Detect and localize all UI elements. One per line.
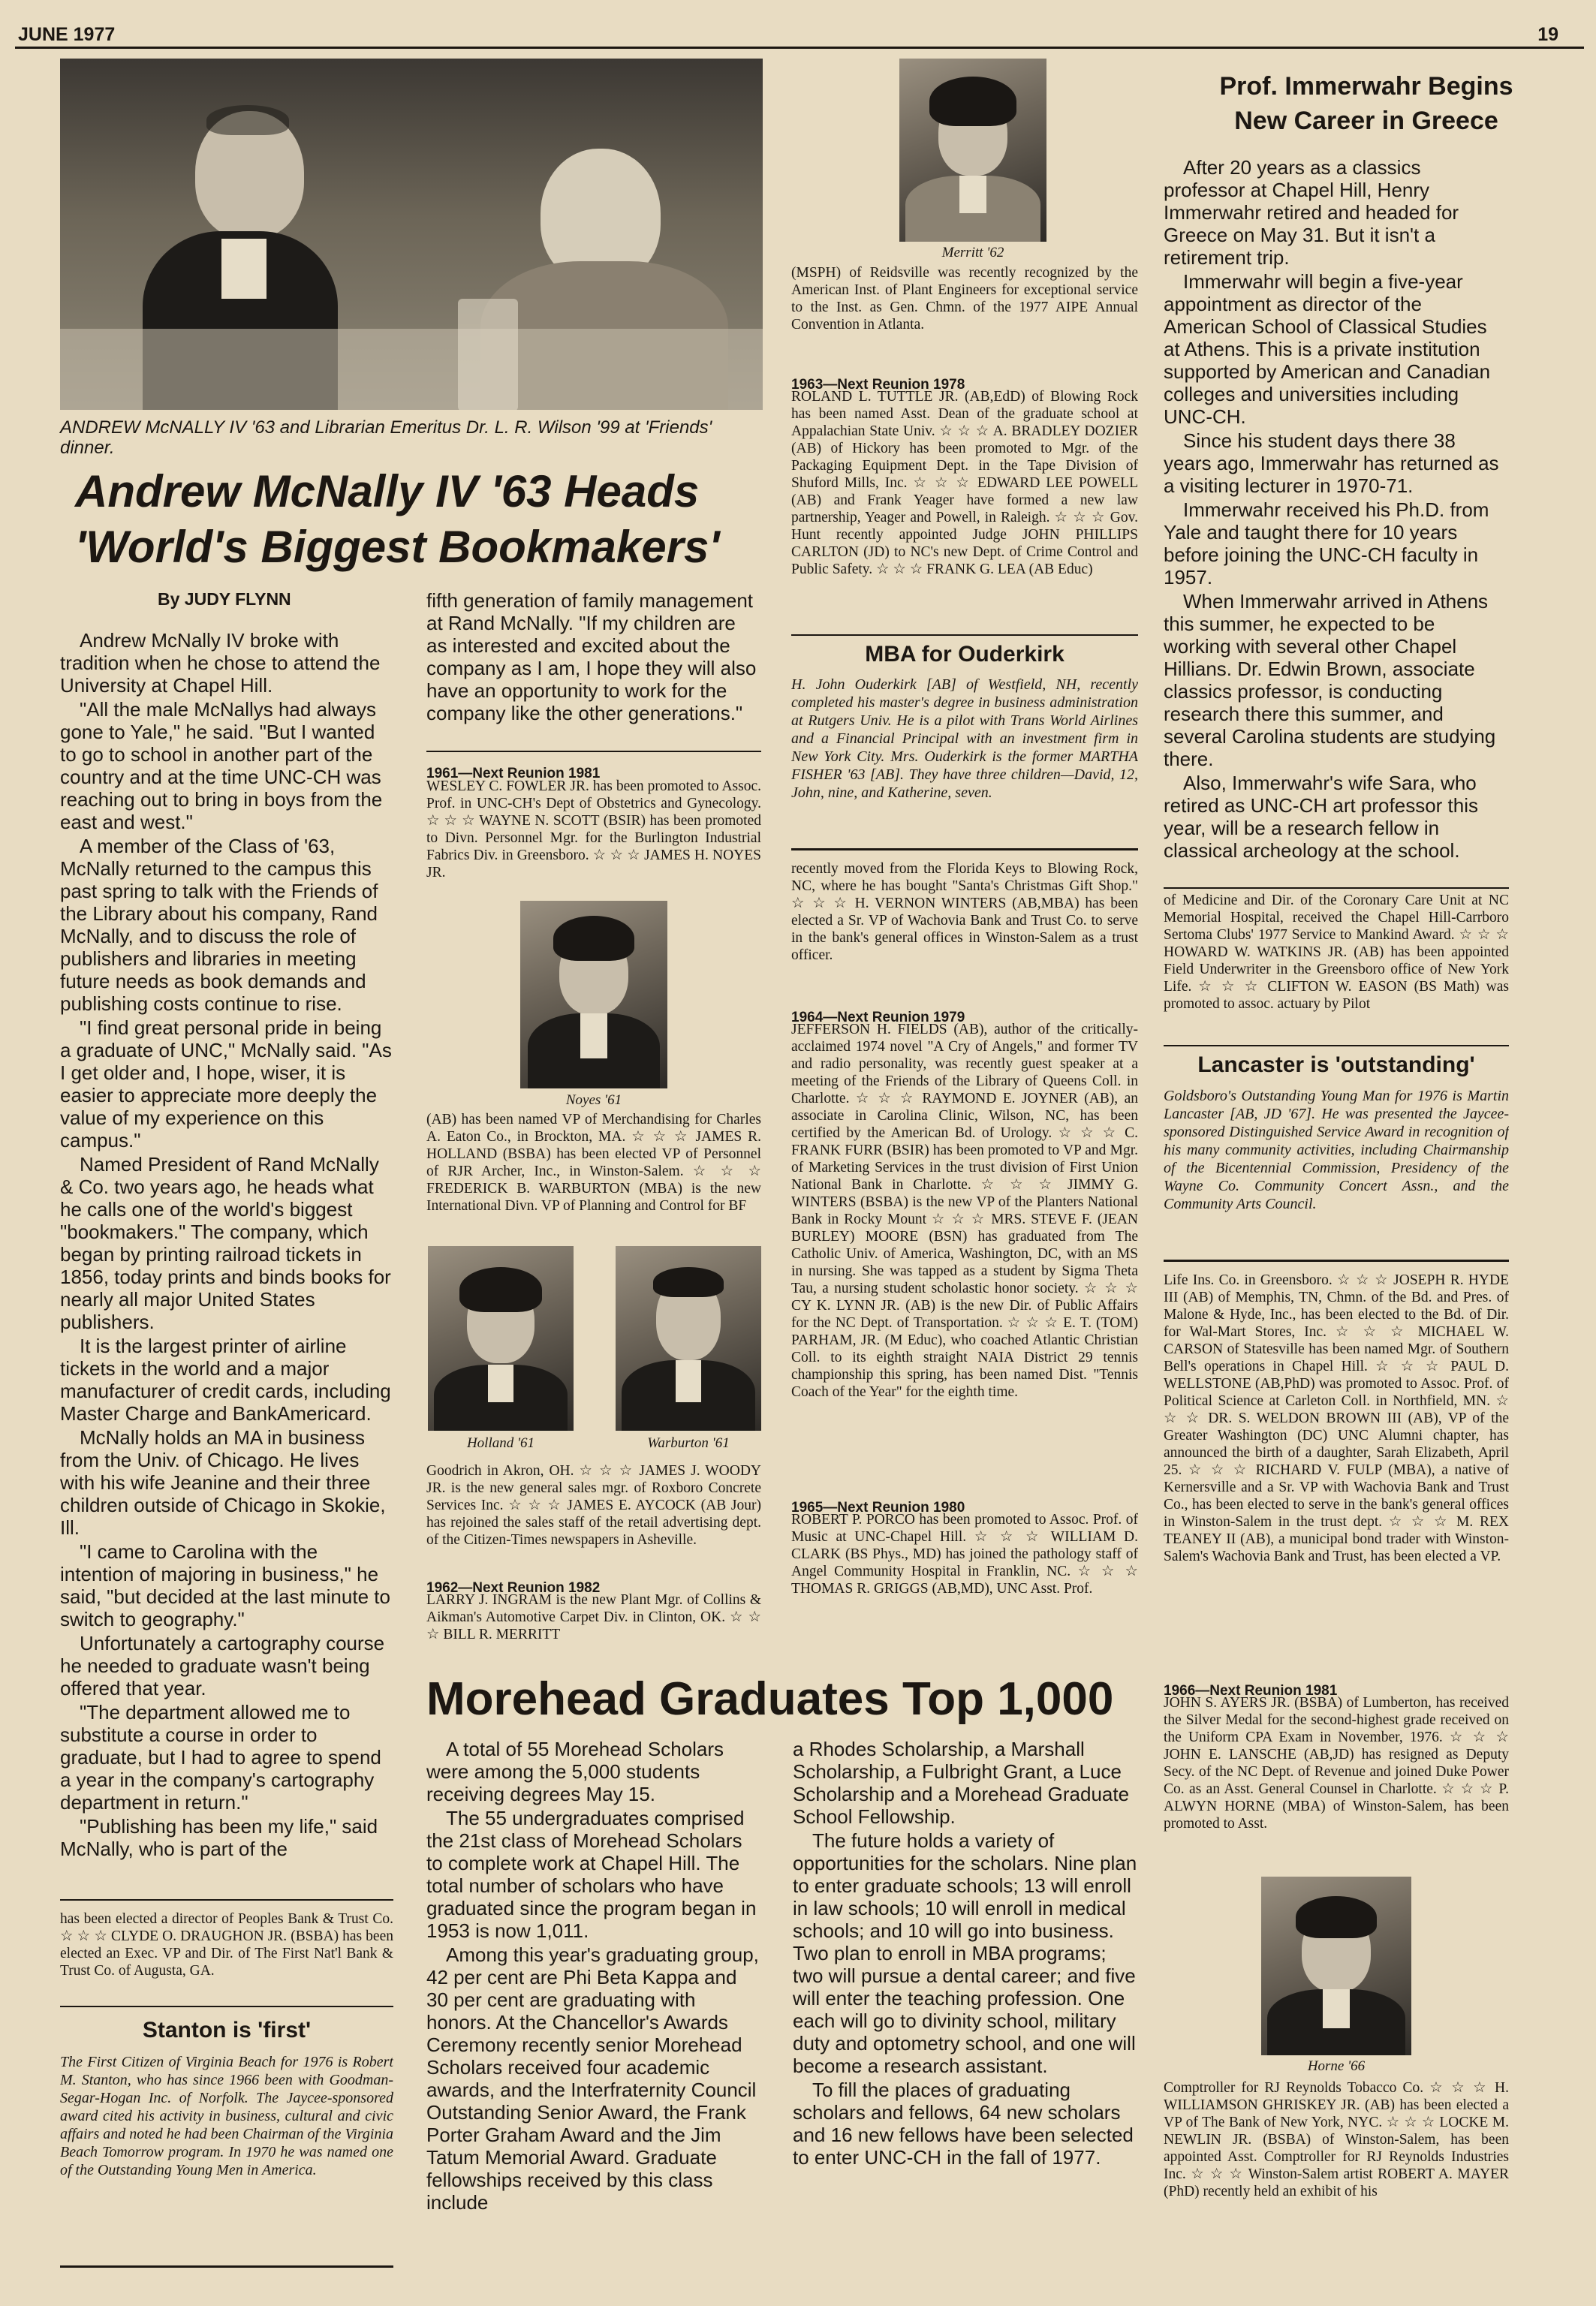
paragraph: To fill the places of graduating scholars and fellows, 64 new scholars and 16 new fellows have been selected to enter UNC-CH in the fall of 1977.: [793, 2079, 1134, 2169]
reunion-1964: 1964—Next Reunion 1979: [791, 1010, 965, 1025]
lancaster-rule-top: [1164, 1045, 1509, 1046]
paragraph: A total of 55 Morehead Scholars were among the 5,000 students receiving degrees May 15.: [426, 1738, 724, 1805]
horne-caption: Horne '66: [1307, 2058, 1366, 2074]
stanton-text: The First Citizen of Virginia Beach for 1976 is Robert M. Stanton, who has since 1966 been with Goodman-Segar-Hogan Inc. of Norfolk. The Jaycee-sponsored award cited his activity in business, cultural and civic affairs and noted he had been Chairman of the Virginia Beach Tomorrow program. In 1970 he was named one of the Outstanding Young Men in America.: [60, 2054, 393, 2178]
immerwahr-body: [1164, 156, 1505, 886]
paragraph: "The department allowed me to substitute a course in order to graduate, but I had to agree to spend a year in the company's cartography department in return.": [60, 1701, 381, 1814]
morehead-col-b: [793, 1738, 1140, 2286]
horne-photo: [1261, 1877, 1411, 2055]
byline: By JUDY FLYNN: [158, 589, 291, 609]
holland-caption: Holland '61: [466, 1435, 535, 1451]
stanton-rule-top: [60, 2006, 393, 2007]
col2-text-c: Goodrich in Akron, OH. ☆ ☆ ☆ JAMES J. WOODY JR. is the new general sales mgr. of Roxboro Concrete Services Inc. ☆ ☆ ☆ JAMES E. AYCOCK (AB Jour) has rejoined the sales staff of the retail advertising dept. of the Citizen-Times newspapers in Asheville.: [426, 1463, 761, 1548]
main-article-col1: [60, 629, 393, 1890]
paragraph: A member of the Class of '63, McNally returned to the campus this past spring to talk with the Friends of the Library about his company, Rand McNally, and to discuss the role of publishers and libraries in meeting future needs as book demands and publishing costs continue to rise.: [60, 835, 378, 1015]
paragraph: It is the largest printer of airline tickets in the world and a major manufacturer of credit cards, including Master Charge and BankAmericard.: [60, 1335, 391, 1425]
merritt-caption: Merritt '62: [941, 245, 1004, 260]
paragraph: Immerwahr will begin a five-year appointment as director of the American School of Classical Studies at Athens. This is a private institution supported by American and Canadian colleges and universities including UNC-CH.: [1164, 270, 1491, 428]
noyes-caption: Noyes '61: [565, 1092, 622, 1108]
col4-text-c: JOHN S. AYERS JR. (BSBA) of Lumberton, has received the Silver Medal for the second-highest grade received on the Uniform CPA Exam in November, 1976. ☆ ☆ ☆ JOHN E. LANSCHE (AB,JD) has resigned as Deputy Secy. of the NC Dept. of Revenue and joined Duke Power Co. as an Asst. General Counsel in Charlotte. ☆ ☆ ☆ P. ALWYN HORNE (MBA) of Winston-Salem, has been promoted to Asst.: [1164, 1695, 1509, 1832]
paragraph: "I find great personal pride in being a graduate of UNC," McNally said. "As I get older and, I hope, wiser, it is easier to appreciate more deeply the value of my experience on this campus.": [60, 1016, 392, 1151]
mba-title: MBA for Ouderkirk: [865, 642, 1065, 667]
col2-text-b: (AB) has been named VP of Merchandising for Charles A. Eaton Co., in Brockton, MA. ☆ ☆ ☆ JAMES R. HOLLAND (BSBA) has been elected VP of Personnel of RJR Archer, Inc., in Winston-Salem. ☆ ☆ ☆ FREDERICK B. WARBURTON (MBA) is the new International Divn. VP of Planning and Control for BF: [426, 1112, 761, 1214]
immerwahr-title-2: New Career in Greece: [1234, 107, 1498, 135]
col4-text-a: of Medicine and Dir. of the Coronary Care Unit at NC Memorial Hospital, received the Chapel Hill-Carrboro Sertoma Clubs' 1977 Service to Mankind Award. ☆ ☆ ☆ HOWARD W. WATKINS JR. (AB) has been appointed Field Underwriter in the Greensboro office of New York Life. ☆ ☆ ☆ CLIFTON W. EASON (BS Math) was promoted to assoc. actuary by Pilot: [1164, 893, 1509, 1012]
reunion-1965: 1965—Next Reunion 1980: [791, 1500, 965, 1516]
col4-text-b: Life Ins. Co. in Greensboro. ☆ ☆ ☆ JOSEPH R. HYDE III (AB) of Memphis, TN, Chmn. of the Bd. and Pres. of Malone & Hyde, Inc., has been elected to the Bd. of Dir. for Wal-Mart Stores, Inc. ☆ ☆ ☆ MICHAEL W. CARSON of Statesville has been named Mgr. of Southern Bell's operations in Chapel Hill. ☆ ☆ ☆ PAUL D. WELLSTONE (AB,PhD) was promoted to Assoc. Prof. of Political Science at Carleton Coll. in Northfield, MN. ☆ ☆ ☆ DR. S. WELDON BROWN III (AB), VP of the Greater Washington (DC) UNC Alumni chapter, has announced the birth of a daughter, Sarah Elizabeth, April 25. ☆ ☆ ☆ RICHARD V. FULP (MBA), a native of Kernersville and a Sr. VP with Wachovia Bank and Trust Co., has been elected to serve in the bank's general offices in Winston-Salem in the trust dept. ☆ ☆ ☆ M. REX TEANEY II (AB), a municipal bond trader with Winston-Salem's Wachovia Bank and Trust, has been elected a VP.: [1164, 1272, 1509, 1564]
morehead-col-a: [426, 1738, 761, 2286]
lancaster-text: Goldsboro's Outstanding Young Man for 1976 is Martin Lancaster [AB, JD '67]. He was presented the Jaycee-sponsored Distinguished Service Award in recognition of his many community activities, including Chairmanship of the Bicentennial Commission, Presidency of the Wayne Co. Community Concert Assn., and the Community Arts Council.: [1164, 1088, 1509, 1212]
col2-text-a: WESLEY C. FOWLER JR. has been promoted to Assoc. Prof. in UNC-CH's Dept of Obstetrics and Gynecology. ☆ ☆ ☆ WAYNE N. SCOTT (BSIR) has been promoted to Divn. Personnel Mgr. for the Burlington Industrial Fabrics Div. in Greensboro. ☆ ☆ ☆ JAMES H. NOYES JR.: [426, 778, 761, 881]
immerwahr-rule: [1164, 887, 1509, 889]
col3-text-b: ROLAND L. TUTTLE JR. (AB,EdD) of Blowing Rock has been named Asst. Dean of the graduate school at Appalachian State Univ. ☆ ☆ ☆ A. BRADLEY DOZIER (AB) of Hickory has been promoted to Mgr. of the Packaging Equipment Dept. in the Tape Division of Shuford Mills, Inc. ☆ ☆ ☆ EDWARD LEE POWELL (AB) and Frank Yeager have formed a new law partnership, Yeager and Powell, in Raleigh. ☆ ☆ ☆ Gov. Hunt recently appointed Judge JOHN PHILLIPS CARLTON (JD) to NC's new Dept. of Crime Control and Public Safety. ☆ ☆ ☆ FRANK G. LEA (AB Educ): [791, 389, 1138, 577]
col3-text-d: JEFFERSON H. FIELDS (AB), author of the critically-acclaimed 1974 novel "A Cry of Angels," and former TV and radio personality, was recently guest speaker at a meeting of the Friends of the Library of Queens Coll. in Charlotte. ☆ ☆ ☆ RAYMOND E. JOYNER (AB), an associate in Carolina Clinic, Wilson, NC, has been certified by the American Bd. of Urology. ☆ ☆ ☆ C. FRANK FURR (BSIR) has been promoted to VP and Mgr. of Marketing Services in the trust division of First Union National Bank in Charlotte. ☆ ☆ ☆ JIMMY G. WINTERS (BSBA) is the new VP of the Planters National Bank in Rocky Mount ☆ ☆ ☆ MRS. STEVE F. (JEAN BURLEY) MOORE (BSN) has graduated from The Catholic Univ. of America, Washington, DC, with an MS in nursing. She was tapped as a student by Sigma Theta Tau, a nursing student scholastic honor society. ☆ ☆ ☆ CY K. LYNN JR. (AB) is the new Dir. of Public Affairs for the NC Dept. of Transportation. ☆ ☆ ☆ E. T. (TOM) PARHAM, JR. (M Educ), who coached Atlantic Christian Coll. to its eighth straight NAIA District 29 tennis championship this spring, has been named Dist. "Tennis Coach of the Year" for the eighth time.: [791, 1022, 1138, 1400]
merritt-photo: [899, 59, 1046, 242]
holland-photo: [428, 1246, 574, 1431]
reunion-1962: 1962—Next Reunion 1982: [426, 1580, 601, 1596]
lancaster-rule-bottom: [1164, 1260, 1509, 1262]
page-number: 19: [1537, 24, 1558, 45]
noyes-photo: [520, 901, 667, 1088]
col1-notes: has been elected a director of Peoples Bank & Trust Co. ☆ ☆ ☆ CLYDE O. DRAUGHON JR. (BSBA) has been elected an Exec. VP and Dir. of The First Nat'l Bank & Trust Co. of Augusta, GA.: [60, 1911, 393, 1979]
paragraph: McNally holds an MA in business from the Univ. of Chicago. He lives with his wife Jeanine and their three children outside of Chicago in Skokie, Ill.: [60, 1426, 386, 1539]
paragraph: Also, Immerwahr's wife Sara, who retired as UNC-CH art professor this year, will be a research fellow in classical archeology at the school.: [1164, 772, 1478, 862]
reunion-1961: 1961—Next Reunion 1981: [426, 766, 601, 781]
col2-text-d: LARRY J. INGRAM is the new Plant Mgr. of Collins & Aikman's Automotive Carpet Div. in Clinton, OK. ☆ ☆ ☆ BILL R. MERRITT: [426, 1592, 761, 1642]
mcnally-wilson-photo: [60, 59, 763, 410]
paragraph: When Immerwahr arrived in Athens this summer, he expected to be working with several other Chapel Hillians. Dr. Edwin Brown, associate classics professor, is conducting research there this summer, and several Carolina students are studying there.: [1164, 590, 1496, 770]
main-article-col2: [426, 589, 761, 747]
paragraph: "Publishing has been my life," said McNally, who is part of the: [60, 1815, 378, 1860]
reunion-1966: 1966—Next Reunion 1981: [1164, 1683, 1338, 1699]
mba-text: H. John Ouderkirk [AB] of Westfield, NH, recently completed his master's degree in business administration at Rutgers Univ. He is a pilot with Trans World Airlines and a Financial Principal with an investment firm in New York City. Mrs. Ouderkirk is the former MARTHA FISHER '63 [AB]. They have three children—David, 12, John, nine, and Katherine, seven.: [791, 676, 1138, 801]
mba-rule-top: [791, 634, 1138, 636]
main-headline-2: 'World's Biggest Bookmakers': [75, 522, 720, 572]
col3-text-e: ROBERT P. PORCO has been promoted to Assoc. Prof. of Music at UNC-Chapel Hill. ☆ ☆ ☆ WILLIAM D. CLARK (BS Phys., MD) has joined the pathology staff of Angel Community Hospital in Franklin, NC. ☆ ☆ ☆ THOMAS R. GRIGGS (AB,MD), UNC Asst. Prof.: [791, 1512, 1138, 1597]
main-headline-1: Andrew McNally IV '63 Heads: [75, 466, 700, 516]
morehead-headline: Morehead Graduates Top 1,000: [426, 1673, 1114, 1725]
col2-rule: [426, 751, 761, 752]
mba-rule-bottom: [791, 848, 1138, 850]
main-photo-caption: ANDREW McNALLY IV '63 and Librarian Emeritus Dr. L. R. Wilson '99 at 'Friends' dinner.: [60, 417, 712, 458]
paragraph: Since his student days there 38 years ago, Immerwahr has returned as a visiting lecturer in 1970-71.: [1164, 429, 1499, 497]
paragraph: "I came to Carolina with the intention of majoring in business," he said, "but decided at the last minute to switch to geography.": [60, 1540, 390, 1630]
paragraph: "All the male McNallys had always gone to Yale," he said. "But I wanted to go to school in another part of the country and at the time UNC-CH was reaching out to bring in boys from the east and west.": [60, 698, 383, 833]
immerwahr-title-1: Prof. Immerwahr Begins: [1219, 72, 1513, 101]
paragraph: Andrew McNally IV broke with tradition when he chose to attend the University at Chapel Hill.: [60, 629, 381, 697]
lancaster-title: Lancaster is 'outstanding': [1197, 1052, 1475, 1077]
stanton-rule-bottom: [60, 2265, 393, 2268]
col1-rule: [60, 1899, 393, 1901]
col3-text-a: (MSPH) of Reidsville was recently recognized by the American Inst. of Plant Engineers for exceptional service to the Inst. as Gen. Chmn. of the 1977 AIPE Annual Convention in Atlanta.: [791, 265, 1138, 333]
paragraph: Named President of Rand McNally & Co. two years ago, he heads what he calls one of the world's biggest "bookmakers." The company, which began by printing railroad tickets in 1856, today prints and binds books for nearly all major United States publishers.: [60, 1153, 391, 1333]
paragraph: The future holds a variety of opportunities for the scholars. Nine plan to enter graduate schools; 13 will enroll in law schools; 10 will enroll in medical schools; and 10 will go into business. Two plan to enroll in MBA programs; two will pursue a dental career; and five will enter the teaching profession. One each will go to divinity school, military duty and optometry school, and one will become a research assistant.: [793, 1829, 1137, 2077]
paragraph: a Rhodes Scholarship, a Marshall Scholarship, a Fulbright Grant, a Luce Scholarship and a Morehead Graduate School Fellowship.: [793, 1738, 1130, 1828]
paragraph: Immerwahr received his Ph.D. from Yale and taught there for 10 years before joining the UNC-CH faculty in 1957.: [1164, 498, 1489, 589]
reunion-1963: 1963—Next Reunion 1978: [791, 377, 965, 393]
stanton-title: Stanton is 'first': [142, 2018, 312, 2043]
paragraph: Unfortunately a cartography course he needed to graduate wasn't being offered that year.: [60, 1632, 385, 1699]
paragraph: Among this year's graduating group, 42 per cent are Phi Beta Kappa and 30 per cent are graduating with honors. At the Chancellor's Awards Ceremony recently senior Morehead Scholars received four academic awards, and the Interfraternity Council Outstanding Senior Award, the Frank Porter Graham Award and the Jim Tatum Memorial Award. Graduate fellowships received by this class include: [426, 1943, 759, 2214]
paragraph: After 20 years as a classics professor at Chapel Hill, Henry Immerwahr retired and headed for Greece on May 31. But it isn't a retirement trip.: [1164, 156, 1459, 269]
col4-text-d: Comptroller for RJ Reynolds Tobacco Co. ☆ ☆ ☆ H. WILLIAMSON GHRISKEY JR. (AB) has been elected a VP of The Bank of New York, NYC. ☆ ☆ ☆ LOCKE M. NEWLIN JR. (BSBA) of Winston-Salem, has been appointed Asst. Comptroller for RJ Reynolds Industries Inc. ☆ ☆ ☆ Winston-Salem artist ROBERT A. MAYER (PhD) recently held an exhibit of his: [1164, 2080, 1509, 2199]
col3-text-c: recently moved from the Florida Keys to Blowing Rock, NC, where he has bought "Santa's Christmas Gift Shop." ☆ ☆ ☆ H. VERNON WINTERS (AB,MBA) has been elected a Sr. VP of Wachovia Bank and Trust Co. to serve in the bank's general offices in Winston-Salem as a trust officer.: [791, 861, 1138, 963]
page-date: JUNE 1977: [18, 24, 116, 45]
header-rule: [15, 47, 1584, 49]
paragraph: fifth generation of family management at Rand McNally. "If my children are as interested and excited about the company as I am, I hope they will also have an opportunity to work for the company like the other generations.": [426, 589, 757, 724]
warburton-caption: Warburton '61: [647, 1435, 730, 1451]
paragraph: The 55 undergraduates comprised the 21st class of Morehead Scholars to complete work at Chapel Hill. The total number of scholars who have graduated since the program began in 1953 is now 1,011.: [426, 1807, 757, 1942]
warburton-photo: [616, 1246, 761, 1431]
